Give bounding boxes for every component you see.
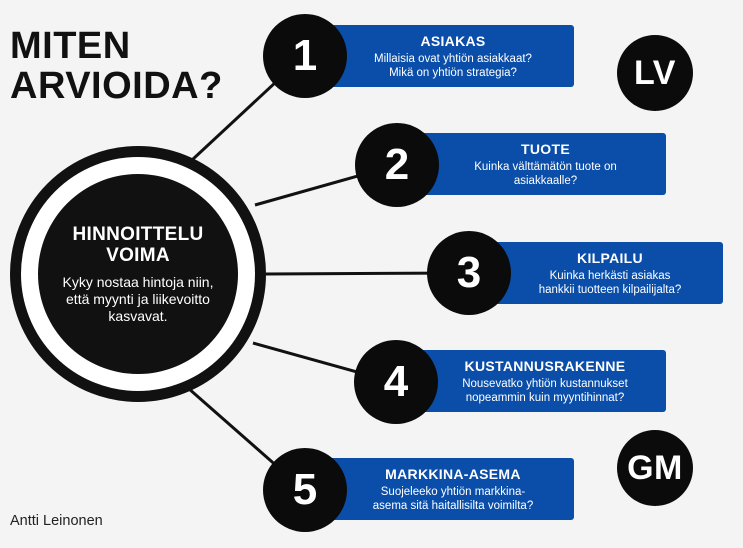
item-desc-line-1: Kuinka herkästi asiakas [549, 269, 671, 282]
number-badge-4: 4 [354, 340, 438, 424]
item-desc-line-1: Millaisia ovat yhtiön asiakkaat? [374, 52, 532, 65]
number-badge-2: 2 [355, 123, 439, 207]
hub-circle [38, 174, 238, 374]
item-description [340, 485, 566, 513]
hub-description: Kyky nostaa hintoja niin, että myynti ja liikevoitto kasvavat. [62, 273, 214, 324]
item-description [433, 160, 658, 188]
item-description [340, 52, 566, 80]
item-desc-line-2: asiakkaalle? [513, 174, 578, 187]
item-desc-line-2: hankkii tuotteen kilpailijalta? [538, 283, 682, 296]
item-title: ASIAKAS [420, 32, 486, 49]
item-desc-line-2: Mikä on yhtiön strategia? [389, 66, 517, 79]
item-desc-line-1: Suojeleeko yhtiön markkina- [380, 485, 526, 498]
badge-gm: GM [617, 430, 693, 506]
item-title: TUOTE [521, 140, 570, 157]
item-desc-line-1: Kuinka välttämätön tuote on [474, 160, 617, 173]
item-desc-line-2: nopeammin kuin myyntihinnat? [465, 391, 625, 404]
badge-lv: LV [617, 35, 693, 111]
hub-title-line-1: HINNOITTELU [72, 223, 204, 245]
number-badge-3: 3 [427, 231, 511, 315]
item-description [432, 377, 658, 405]
hub-title [72, 224, 203, 266]
item-title: KUSTANNUSRAKENNE [464, 357, 626, 374]
number-badge-5: 5 [263, 448, 347, 532]
number-badge-1: 1 [263, 14, 347, 98]
item-description [505, 269, 715, 297]
title-line-1: MITEN [10, 25, 131, 67]
item-desc-line-1: Nousevatko yhtiön kustannukset [462, 377, 628, 390]
author-credit: Antti Leinonen [10, 513, 103, 529]
item-desc-line-2: asema sitä haitallisilta voimilta? [372, 499, 534, 512]
title-line-2: ARVIOIDA? [10, 65, 223, 107]
item-title: KILPAILU [577, 249, 643, 266]
hub-title-line-2: VOIMA [106, 244, 170, 266]
item-title: MARKKINA-ASEMA [385, 465, 521, 482]
